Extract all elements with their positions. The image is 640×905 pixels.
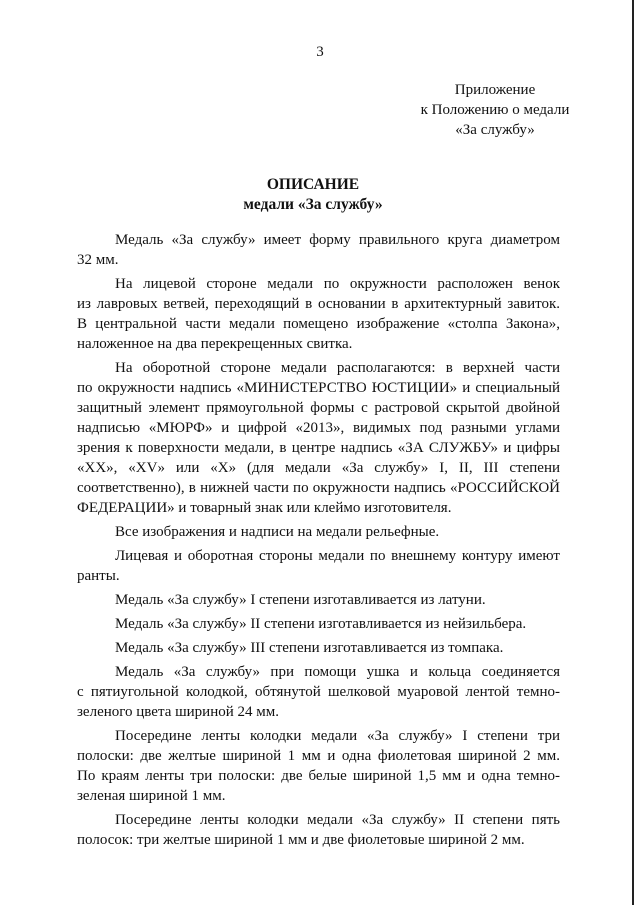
appendix-header — [395, 80, 595, 140]
paragraph — [77, 726, 560, 806]
paragraph — [77, 662, 560, 722]
paragraph — [77, 590, 560, 610]
paragraph-line: зрения к поверхности медали, в центре надпись «ЗА СЛУЖБУ» и цифры — [77, 440, 560, 456]
page-number: 3 — [316, 44, 324, 60]
paragraph-line: Медаль «За службу» при помощи ушка и кольца соединяется — [115, 664, 560, 680]
paragraph-line: по окружности надпись «МИНИСТЕРСТВО ЮСТИЦИИ» и специальный — [77, 380, 560, 396]
paragraph-line: Медаль «За службу» имеет форму правильного круга диаметром — [115, 232, 560, 248]
paragraph-line: защитный элемент прямоугольной формы с растровой скрытой двойной — [77, 400, 560, 416]
paragraph-line: полосок: три желтые шириной 1 мм и две фиолетовые шириной 2 мм. — [77, 832, 525, 848]
document-body — [77, 230, 560, 854]
paragraph — [77, 230, 560, 270]
paragraph-line: «XX», «XV» или «X» (для медали «За службу» I, II, III степени — [77, 460, 560, 476]
paragraph-line: зеленая шириной 1 мм. — [77, 788, 226, 804]
appendix-line: к Положению о медали — [420, 102, 570, 118]
paragraph — [77, 274, 560, 354]
paragraph — [77, 358, 560, 518]
paragraph-line: ранты. — [77, 568, 120, 584]
paragraph — [77, 546, 560, 586]
paragraph-line: ФЕДЕРАЦИИ» и товарный знак или клеймо изготовителя. — [77, 500, 452, 516]
paragraph-line: Лицевая и оборотная стороны медали по внешнему контуру имеют — [115, 548, 560, 564]
paragraph — [77, 638, 560, 658]
paragraph-line: Медаль «За службу» I степени изготавливается из латуни. — [115, 592, 486, 608]
paragraph-line: Медаль «За службу» III степени изготавливается из томпака. — [115, 640, 504, 656]
paragraph-line: Все изображения и надписи на медали рельефные. — [115, 524, 440, 540]
paragraph-line: В центральной части медали помещено изображение «столпа Закона», — [77, 316, 560, 332]
paragraph-line: Посередине ленты колодки медали «За службу» II степени пять — [115, 812, 560, 828]
appendix-line: «За службу» — [455, 122, 535, 138]
paragraph-line: 32 мм. — [77, 252, 119, 268]
paragraph-line: На лицевой стороне медали по окружности расположен венок — [115, 276, 560, 292]
paragraph-line: Посередине ленты колодки медали «За службу» I степени три — [115, 728, 560, 744]
paragraph-line: с пятиугольной колодкой, обтянутой шелковой муаровой лентой темно- — [77, 684, 560, 700]
paragraph — [77, 614, 560, 634]
title-heading: ОПИСАНИЕ — [266, 176, 360, 193]
paragraph-line: полоски: две желтые шириной 1 мм и одна фиолетовая шириной 2 мм. — [77, 748, 560, 764]
paragraph-line: По краям ленты три полоски: две белые шириной 1,5 мм и одна темно- — [77, 768, 560, 784]
paragraph — [77, 810, 560, 850]
title-subheading: медали «За службу» — [243, 196, 383, 213]
paragraph-line: На оборотной стороне медали располагаются: в верхней части — [115, 360, 560, 376]
paragraph-line: из лавровых ветвей, переходящий в основании в архитектурный завиток. — [77, 296, 560, 312]
appendix-line: Приложение — [454, 82, 536, 98]
paragraph-line: наложенное на два перекрещенных свитка. — [77, 336, 353, 352]
paragraph-line: зеленого цвета шириной 24 мм. — [77, 704, 280, 720]
paragraph — [77, 522, 560, 542]
document-title — [0, 175, 626, 215]
paragraph-line: Медаль «За службу» II степени изготавливается из нейзильбера. — [115, 616, 527, 632]
paragraph-line: надписью «МЮРФ» и цифрой «2013», видимых под разными углами — [77, 420, 560, 436]
page-edge-line — [632, 0, 634, 905]
paragraph-line: соответственно), в нижней части по окружности надпись «РОССИЙСКОЙ — [77, 480, 560, 496]
